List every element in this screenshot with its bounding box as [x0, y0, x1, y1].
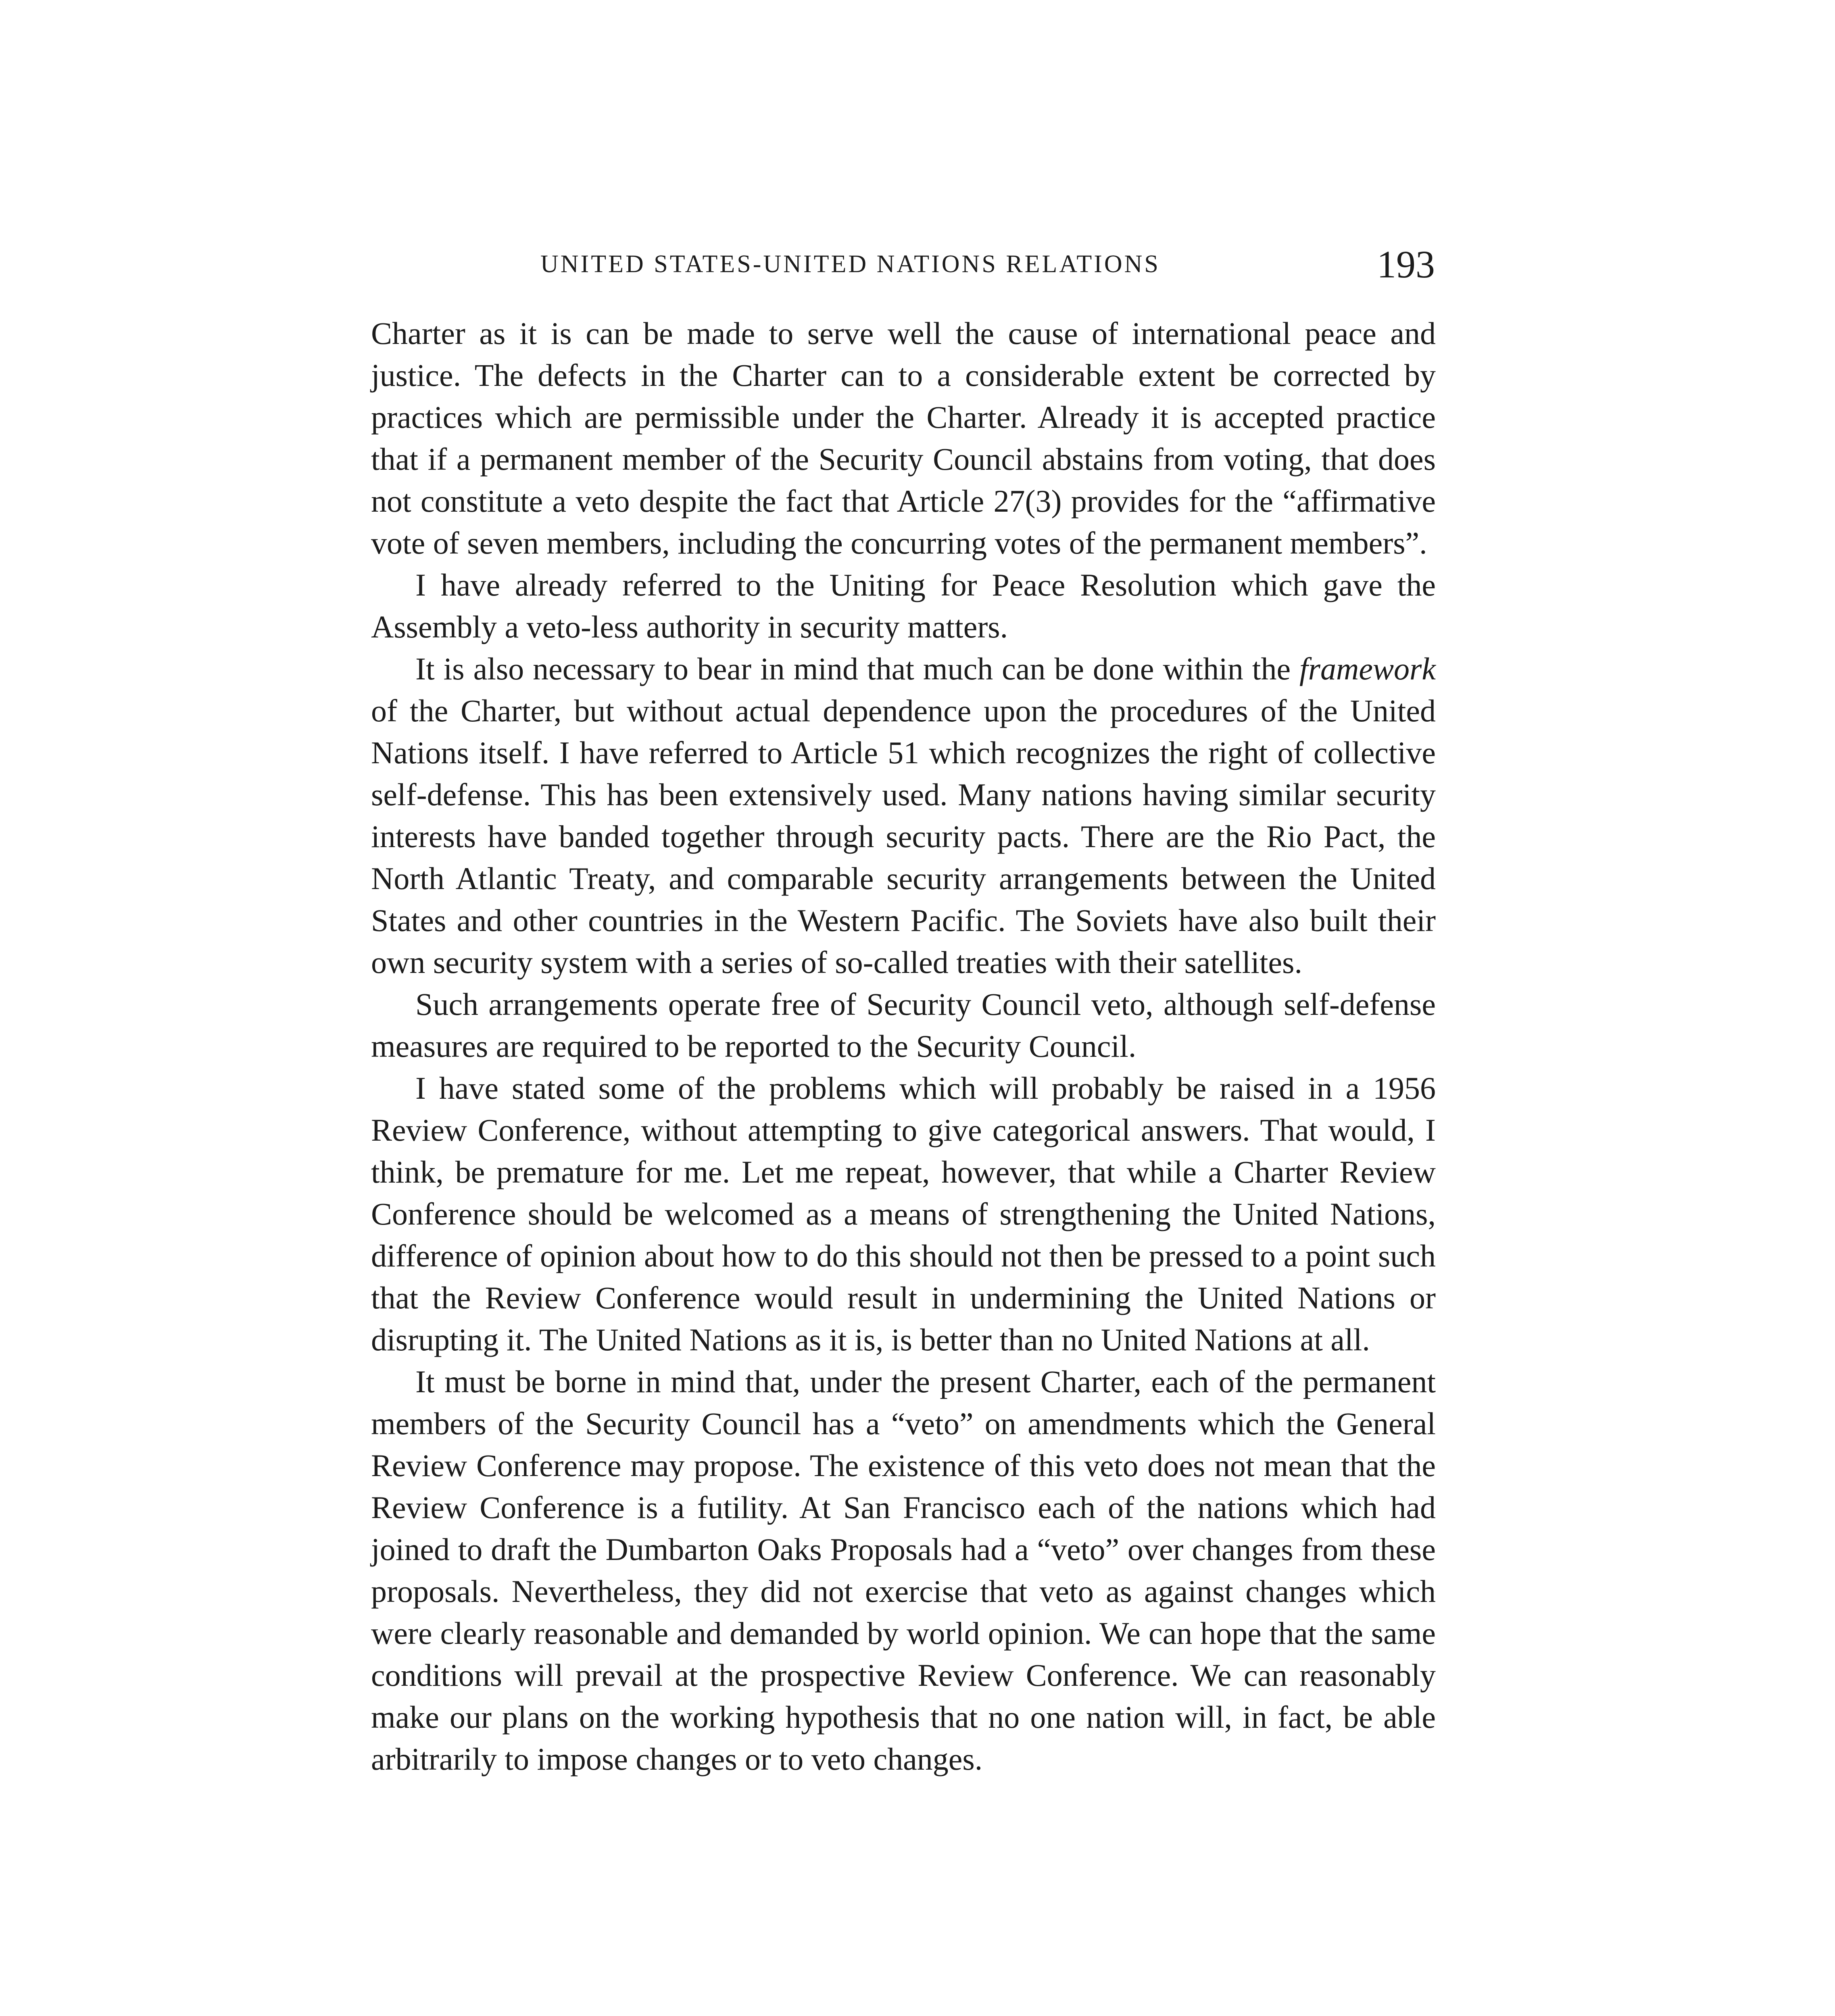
running-header-title: UNITED STATES-UNITED NATIONS RELATIONS — [540, 250, 1160, 278]
paragraph-security-council-veto: Such arrangements operate free of Security Council veto, although self-defense measures are required to be reported to the Security Council. — [371, 987, 1436, 1064]
paragraph-uniting-for-peace: I have already referred to the Uniting for Peace Resolution which gave the Assembly a veto-less authority in security matters. — [371, 567, 1436, 644]
paragraph-charter-practice: Charter as it is can be made to serve well the cause of international peace and justice. The defects in the Charter can to a considerable extent be corrected by practices which are permissible under the Charter. Already it is accepted practice that if a permanent member of the Security Council abstains from voting, that does not constitute a veto despite the fact that Article 27(3) provides for the “affirmative vote of seven members, including the concurring votes of the permanent members”. — [371, 316, 1436, 560]
paragraph-review-conference: I have stated some of the problems which will probably be raised in a 1956 Review Conference, without attempting to give categorical answers. That would, I think, be premature for me. Let me repeat, however, that while a Charter Review Conference should be welcomed as a means of strengthening the United Nations, difference of opinion about how to do this should not then be pressed to a point such that the Review Conference would result in undermining the United Nations or disrupting it. The United Nations as it is, is better than no United Nations at all. — [371, 1070, 1436, 1357]
page-number: 193 — [1377, 243, 1435, 286]
paragraph-permanent-members-veto: It must be borne in mind that, under the present Charter, each of the permanent members of the Security Council has a “veto” on amendments which the General Review Conference may propose. The existence of this veto does not mean that the Review Conference is a futility. At San Francisco each of the nations which had joined to draft the Dumbarton Oaks Proposals had a “veto” over changes from these proposals. Nevertheless, they did not exercise that veto as against changes which were clearly reasonable and demanded by world opinion. We can hope that the same conditions will prevail at the prospective Review Conference. We can reasonably make our plans on the working hypothesis that no one nation will, in fact, be able arbitrarily to impose changes or to veto changes. — [371, 1364, 1436, 1776]
emphasis-framework: framework — [1299, 651, 1436, 686]
paragraph-text-segment: It is also necessary to bear in mind that much can be done within the — [415, 651, 1300, 686]
paragraph-text-segment: of the Charter, but without actual dependence upon the procedures of the United Nations itself. I have referred to Article 51 which recognizes the right of collective self-defense. This has been extensively used. Many nations having similar security interests have banded together through security pacts. There are the Rio Pact, the North Atlantic Treaty, and comparable security arrangements between the United States and other countries in the Western Pacific. The Soviets have also built their own security system with a series of so-called treaties with their satellites. — [371, 693, 1436, 980]
paragraph-collective-self-defense — [371, 648, 1436, 983]
body-text — [371, 312, 1436, 1780]
